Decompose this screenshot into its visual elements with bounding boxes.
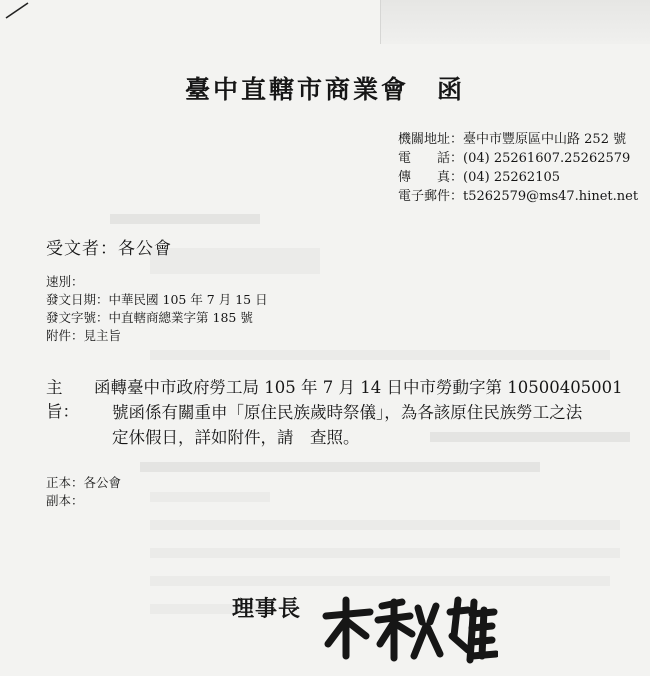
bleed-through-block [150, 248, 320, 274]
contact-value: 臺中市豐原區中山路 252 號 [463, 132, 627, 147]
bleed-through-block [110, 214, 260, 224]
reference-number-label: 發文字號： [46, 310, 109, 325]
distribution-block [46, 474, 121, 510]
copy-label: 副本： [46, 493, 84, 508]
bleed-through-block [150, 548, 620, 558]
contact-label: 機關地址： [398, 132, 464, 147]
document-title: 臺中直轄市商業會 函 [184, 75, 465, 104]
contact-label: 電 話： [398, 151, 464, 166]
reference-number-value: 中直轄商總業字第 185 號 [108, 310, 253, 325]
contact-block [398, 130, 638, 206]
recipient-label: 受文者： [46, 239, 118, 259]
signature-block [232, 592, 301, 623]
copy-recipients-row [46, 492, 121, 510]
reference-number-row [46, 309, 268, 327]
issue-date-value: 中華民國 105 年 7 月 15 日 [108, 292, 268, 307]
contact-value: t5262579@ms47.hinet.net [463, 189, 639, 204]
contact-fax [398, 168, 638, 187]
issue-date-row [46, 291, 268, 309]
recipient-line [46, 234, 172, 259]
subject-label: 主旨： [46, 378, 79, 421]
scan-shadow-strip [380, 0, 650, 44]
contact-label: 電子郵件： [398, 189, 464, 204]
document-meta [46, 273, 268, 345]
original-recipients-row [46, 474, 121, 492]
original-value: 各公會 [83, 475, 122, 490]
contact-phone [398, 149, 638, 168]
subject-line-1: 函轉臺中市政府勞工局 105 年 7 月 14 日中市勞動字第 10500405001 [94, 378, 623, 397]
contact-label: 傳 真： [398, 170, 464, 185]
urgency-row [46, 273, 268, 291]
pen-stroke-mark [4, 0, 30, 20]
subject-line-2: 號函係有關重申「原住民族歲時祭儀」，為各該原住民族勞工之法 [112, 403, 583, 422]
bleed-through-block [150, 492, 270, 502]
bleed-through-block [150, 520, 620, 530]
chairman-name-seal [318, 592, 498, 664]
contact-value: (04) 25261607.25262579 [463, 151, 631, 166]
attachment-row [46, 327, 268, 345]
contact-email [398, 187, 638, 206]
recipient-value: 各公會 [118, 239, 172, 259]
urgency-label: 速別： [46, 274, 84, 289]
bleed-through-block [150, 576, 610, 586]
issue-date-label: 發文日期： [46, 292, 109, 307]
contact-value: (04) 25262105 [463, 170, 561, 185]
original-label: 正本： [46, 475, 84, 490]
attachment-label: 附件： [46, 328, 84, 343]
attachment-value: 見主旨 [83, 328, 122, 343]
subject-line-3: 定休假日，詳如附件，請 查照。 [112, 428, 360, 447]
bleed-through-block [140, 462, 540, 472]
contact-address [398, 130, 638, 149]
signatory-title: 理事長 [232, 596, 302, 622]
bleed-through-block [150, 350, 610, 360]
bleed-through-block [430, 432, 630, 442]
